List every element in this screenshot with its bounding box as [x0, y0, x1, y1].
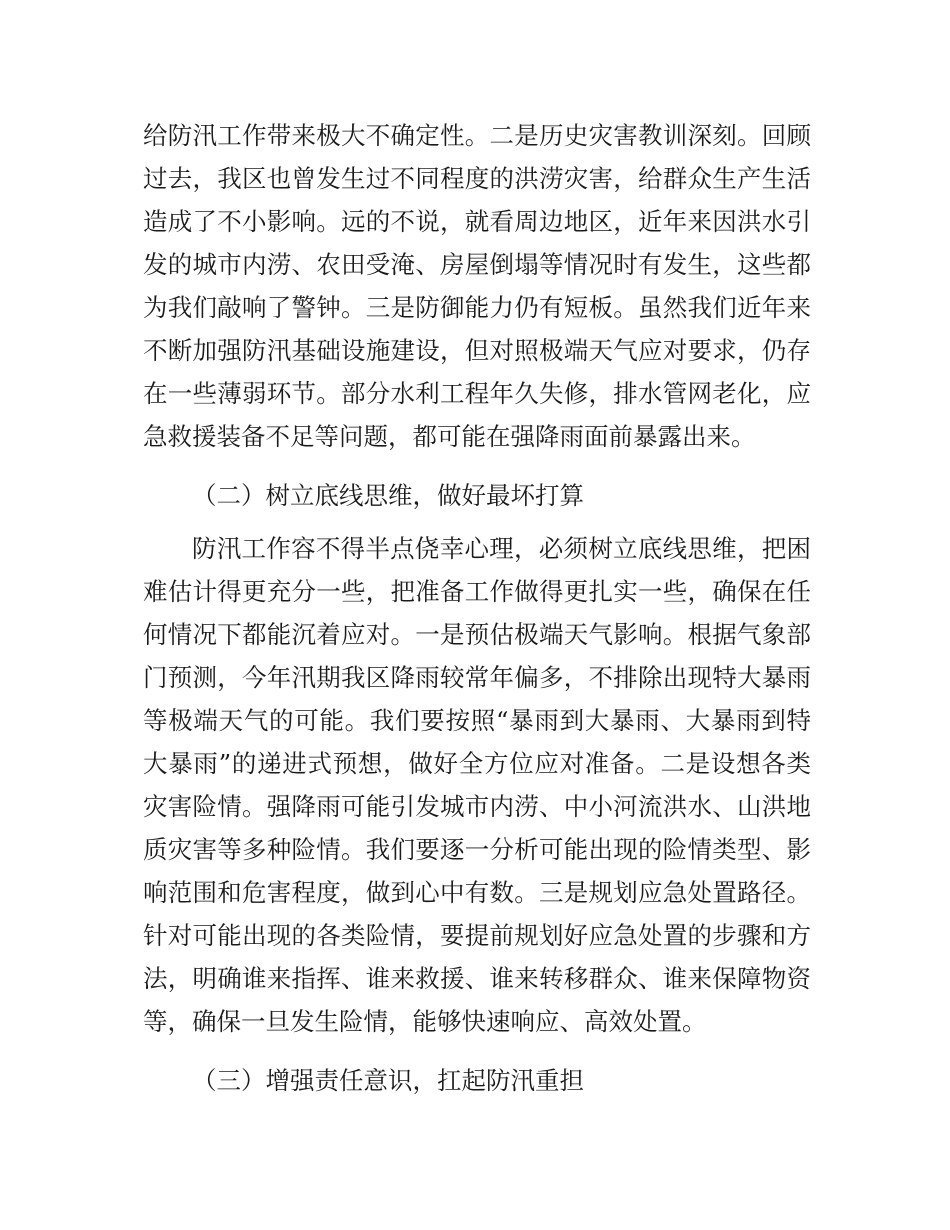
section-heading-3: （三）增强责任意识，扛起防汛重担	[192, 1066, 584, 1095]
section-heading-2: （二）树立底线思维，做好最坏打算	[192, 481, 584, 510]
paragraph-1-line: 造成了不小影响。远的不说，就看周边地区，近年来因洪水引	[143, 207, 811, 236]
paragraph-1-line: 发的城市内涝、农田受淹、房屋倒塌等情况时有发生，这些都	[143, 250, 811, 279]
paragraph-1-line: 为我们敲响了警钟。三是防御能力仍有短板。虽然我们近年来	[143, 293, 811, 322]
paragraph-1-line: 急救援装备不足等问题，都可能在强降雨面前暴露出来。	[143, 422, 756, 451]
paragraph-2-line: 何情况下都能沉着应对。一是预估极端天气影响。根据气象部	[143, 620, 811, 649]
paragraph-1-line: 给防汛工作带来极大不确定性。二是历史灾害教训深刻。回顾	[143, 121, 811, 150]
paragraph-2-line: 难估计得更充分一些，把准备工作做得更扎实一些，确保在任	[143, 577, 811, 606]
paragraph-2-line: 大暴雨”的递进式预想，做好全方位应对准备。二是设想各类	[143, 749, 811, 778]
paragraph-1-line: 过去，我区也曾发生过不同程度的洪涝灾害，给群众生产生活	[143, 164, 811, 193]
paragraph-2-line: 等极端天气的可能。我们要按照“暴雨到大暴雨、大暴雨到特	[143, 706, 811, 735]
paragraph-1-line: 在一些薄弱环节。部分水利工程年久失修，排水管网老化，应	[143, 379, 811, 408]
paragraph-2-line: 针对可能出现的各类险情，要提前规划好应急处置的步骤和方	[143, 921, 811, 950]
paragraph-2-line: 防汛工作容不得半点侥幸心理，必须树立底线思维，把困	[192, 534, 811, 563]
paragraph-2-line: 法，明确谁来指挥、谁来救援、谁来转移群众、谁来保障物资	[143, 964, 811, 993]
paragraph-2-line: 门预测，今年汛期我区降雨较常年偏多，不排除出现特大暴雨	[143, 663, 811, 692]
paragraph-2-line: 灾害险情。强降雨可能引发城市内涝、中小河流洪水、山洪地	[143, 792, 811, 821]
paragraph-2-line: 响范围和危害程度，做到心中有数。三是规划应急处置路径。	[143, 878, 811, 907]
paragraph-2-line: 质灾害等多种险情。我们要逐一分析可能出现的险情类型、影	[143, 835, 811, 864]
paragraph-2-line: 等，确保一旦发生险情，能够快速响应、高效处置。	[143, 1007, 707, 1036]
paragraph-1-line: 不断加强防汛基础设施建设，但对照极端天气应对要求，仍存	[143, 336, 811, 365]
